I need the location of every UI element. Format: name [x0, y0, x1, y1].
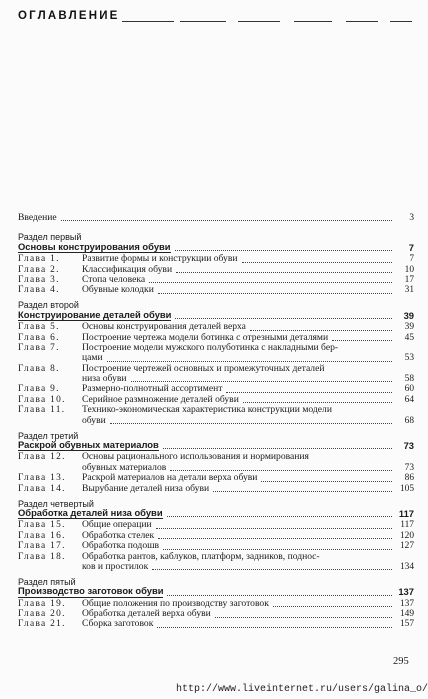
chapter-entry [18, 285, 414, 295]
chapter-entry [18, 609, 414, 619]
dot-leader [243, 402, 392, 403]
entry-title: Классификация обуви [82, 263, 173, 275]
chapter-entry [18, 541, 414, 551]
entry-title: Производство заготовок обуви [18, 585, 164, 597]
page-number: 295 [393, 656, 409, 667]
chapter-entry [18, 520, 414, 530]
dot-leader [149, 282, 392, 283]
page-ref: 137 [398, 586, 414, 598]
page-ref: 7 [409, 254, 414, 265]
section-label: Раздел четвертый [18, 498, 94, 509]
header-rule [238, 21, 280, 22]
dot-leader [170, 470, 392, 471]
dot-leader [157, 627, 392, 628]
chapter-label: Глава 6. [18, 332, 60, 343]
dot-leader [110, 423, 392, 424]
page-ref: 3 [409, 212, 414, 223]
entry-title: обуви [82, 414, 106, 426]
chapter-label: Глава 20. [18, 609, 66, 620]
page-ref: 105 [399, 483, 414, 494]
section-label: Раздел пятый [18, 576, 76, 587]
header-rule [346, 21, 378, 22]
entry-title: Развитие формы и конструкции обуви [82, 253, 238, 265]
entry-title: Построение модели мужского полуботинка с накладными бер- [82, 341, 339, 353]
entry-title: Обработка деталей верха обуви [82, 608, 211, 620]
chapter-entry [18, 599, 414, 609]
dot-leader [213, 491, 392, 492]
entry-title: обувных материалов [82, 461, 167, 473]
entry-title: Введение [18, 211, 57, 223]
chapter-entry [18, 484, 414, 494]
header-rule [122, 21, 174, 22]
dot-leader [215, 617, 392, 618]
dot-leader [332, 340, 392, 341]
entry-title: Общие операции [82, 519, 152, 531]
dot-leader [107, 361, 392, 362]
entry-title: Размерно-полнотный ассортимент [82, 383, 223, 395]
entry-title: Обработка деталей низа обуви [18, 506, 163, 518]
entry-title: Обработка стелек [82, 529, 155, 541]
chapter-label: Глава 13. [18, 473, 66, 484]
chapter-label: Глава 9. [18, 384, 60, 395]
page-ref: 39 [404, 322, 414, 333]
entry-title: Обработка рантов, каблуков, платформ, задников, подноc- [82, 550, 320, 562]
page-ref: 120 [399, 530, 414, 541]
chapter-label: Глава 14. [18, 483, 66, 494]
page-ref: 134 [399, 561, 414, 572]
entry-title: Серийное размножение деталей обуви [82, 393, 239, 405]
chapter-label: Глава 10. [18, 394, 66, 405]
chapter-label: Глава 12. [18, 452, 66, 463]
page-ref: 157 [399, 619, 414, 630]
chapter-entry [18, 405, 414, 415]
dot-leader [250, 330, 392, 331]
dot-leader [175, 250, 392, 251]
header-rule [390, 21, 412, 22]
dot-leader [163, 448, 392, 449]
dot-leader [152, 569, 392, 570]
entry-title: Основы конструирования обуви [18, 240, 171, 252]
dot-leader [176, 272, 392, 273]
page-header [18, 8, 413, 28]
chapter-entry [18, 620, 414, 630]
page-ref: 60 [404, 384, 414, 395]
chapter-label: Глава 11. [18, 405, 66, 416]
entry-title: Основы рационального использования и нормирования [82, 451, 309, 463]
watermark-url: http://www.liveinternet.ru/users/galina_o/ [176, 684, 428, 695]
chapter-entry [18, 254, 414, 264]
chapter-entry [18, 552, 414, 562]
chapter-label: Глава 16. [18, 530, 66, 541]
entry-title: Стопа человека [82, 273, 146, 285]
page-ref: 149 [399, 609, 414, 620]
chapter-label: Глава 19. [18, 598, 66, 609]
entry-title: цами [82, 352, 103, 364]
page-ref: 45 [404, 332, 414, 343]
dot-leader [158, 293, 392, 294]
page-ref: 17 [404, 274, 414, 285]
dot-leader [261, 481, 392, 482]
chapter-label: Глава 17. [18, 541, 66, 552]
page-ref: 86 [404, 473, 414, 484]
dot-leader [61, 220, 392, 221]
dot-leader [167, 595, 392, 596]
chapter-label: Глава 3. [18, 274, 60, 285]
chapter-entry-continuation [18, 562, 414, 572]
section-title-row [18, 506, 414, 519]
chapter-entry [18, 343, 414, 353]
page-ref: 31 [404, 285, 414, 296]
dot-leader [273, 606, 392, 607]
page-ref: 58 [404, 374, 414, 385]
chapter-entry [18, 322, 414, 332]
toc-entry-intro [18, 213, 414, 223]
entry-title: Общие положения по производству заготовок [82, 597, 269, 609]
entry-title: Технико-экономическая характеристика конструкции модели [82, 404, 332, 416]
dot-leader [163, 549, 392, 550]
dot-leader [175, 318, 392, 319]
page-ref: 73 [403, 440, 414, 452]
section-label: Раздел третий [18, 430, 79, 441]
dot-leader [156, 528, 392, 529]
chapter-label: Глава 7. [18, 342, 60, 353]
page-ref: 127 [399, 541, 414, 552]
dot-leader [167, 516, 392, 517]
page-ref: 117 [398, 507, 414, 519]
chapter-entry [18, 275, 414, 285]
section-title-row [18, 587, 414, 597]
chapter-label: Глава 2. [18, 264, 60, 275]
page-ref: 39 [403, 309, 414, 321]
chapter-entry [18, 531, 414, 541]
entry-title: Раскрой обувных материалов [18, 439, 159, 451]
chapter-entry-continuation [18, 416, 414, 426]
page-ref: 7 [408, 241, 414, 253]
entry-title: Построение чертежа модели ботинка с отрезными деталями [82, 331, 329, 343]
page-ref: 137 [399, 598, 414, 609]
page-ref: 64 [404, 394, 414, 405]
chapter-label: Глава 18. [18, 551, 66, 562]
section-title-row [18, 240, 414, 253]
entry-title: Основы конструирования деталей верха [82, 321, 246, 333]
page-ref: 68 [404, 415, 414, 426]
entry-title: Сборка заготовок [82, 618, 154, 630]
entry-title: Обувные колодки [82, 284, 154, 296]
page-ref: 53 [404, 353, 414, 364]
entry-title: ков и простилок [82, 560, 149, 572]
dot-leader [158, 538, 392, 539]
chapter-label: Глава 21. [18, 619, 66, 630]
page-title: ОГЛАВЛЕНИЕ [18, 10, 120, 22]
entry-title: Раскрой материалов на детали верха обуви [82, 472, 258, 484]
entry-title: Построение чертежей основных и промежуточных деталей [82, 362, 325, 374]
page-ref: 10 [404, 264, 414, 275]
entry-title: Конструирование деталей обуви [18, 308, 172, 320]
chapter-label: Глава 5. [18, 322, 60, 333]
section-title-row [18, 441, 414, 451]
page-ref: 117 [400, 520, 414, 531]
chapter-label: Глава 1. [18, 254, 60, 265]
entry-title: Обработка подошв [82, 540, 160, 552]
dot-leader [226, 392, 392, 393]
chapter-entry [18, 265, 414, 275]
section-label: Раздел второй [18, 300, 79, 311]
section-label: Раздел первый [18, 232, 82, 243]
section-title-row [18, 308, 414, 321]
page-ref: 73 [404, 462, 414, 473]
chapter-label: Глава 8. [18, 363, 60, 374]
entry-title: Вырубание деталей низа обуви [82, 482, 210, 494]
chapter-label: Глава 4. [18, 285, 60, 296]
table-of-contents [18, 213, 414, 630]
chapter-entry [18, 452, 414, 462]
dot-leader [242, 262, 392, 263]
chapter-label: Глава 15. [18, 520, 66, 531]
entry-title: низа обуви [82, 373, 127, 385]
chapter-entry [18, 473, 414, 483]
chapter-entry [18, 364, 414, 374]
header-rule [180, 21, 226, 22]
header-rule [294, 21, 332, 22]
dot-leader [131, 381, 393, 382]
